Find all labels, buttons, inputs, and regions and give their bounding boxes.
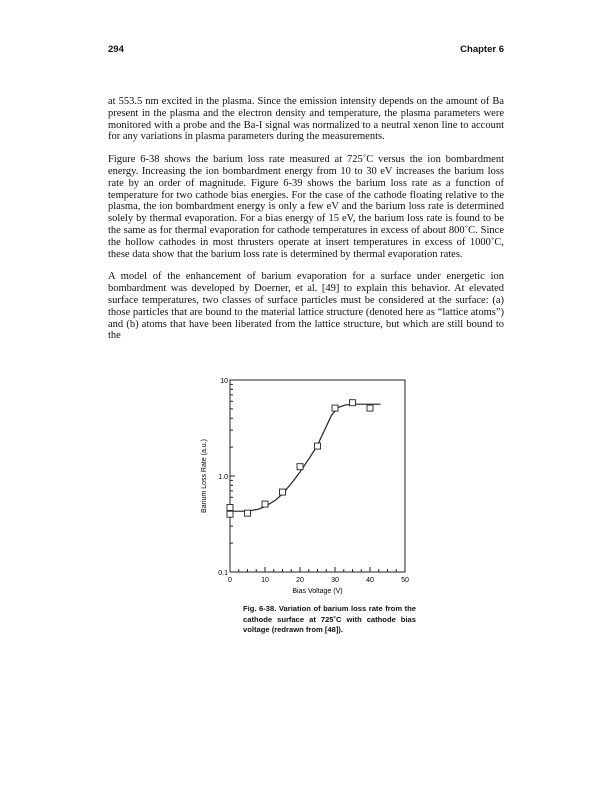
paragraph: Figure 6-38 shows the barium loss rate measured at 725˚C versus the ion bombardment energy. Increasing the ion bombardment energy from 10 to 30 eV increases the barium loss rate by an order of magnitude. Figure 6-39 shows the barium loss rate as a function of temperature for two cathode bias energies. For the case of the cathode floating relative to the plasma, the ion bombardment energy is only a few eV and the barium loss rate is determined solely by thermal evaporation. For a bias energy of 15 eV, the barium loss rate is found to be the same as for thermal evaporation for cathode temperatures in excess of about 800˚C. Since the hollow cathodes in most thrusters operate at insert temperatures in excess of 1000˚C, these data show that the barium loss rate is determined by thermal evaporation rates. [108, 154, 504, 260]
data-point [332, 405, 338, 411]
y-tick-label: 0.1 [218, 570, 228, 577]
x-tick-label: 20 [296, 577, 304, 584]
x-axis-label: Bias Voltage (V) [292, 588, 343, 595]
data-point [315, 443, 321, 449]
data-point [227, 511, 233, 517]
chapter-title: Chapter 6 [460, 44, 504, 55]
x-tick-label: 40 [366, 577, 374, 584]
plot-frame [230, 380, 405, 572]
data-point [245, 510, 251, 516]
x-tick-label: 50 [401, 577, 409, 584]
data-point [297, 464, 303, 470]
paragraph: at 553.5 nm excited in the plasma. Since the emission intensity depends on the amount of Ba present in the plasma and the electron density and temperature, the plasma parameters were monitored with a probe and the Ba-I signal was normalized to a neutral xenon line to account for any variations in plasma parameters during the measurements. [108, 96, 504, 143]
figure-caption: Fig. 6-38. Variation of barium loss rate from the cathode surface at 725˚C with cathode bias voltage (redrawn from [48]). [243, 604, 416, 635]
barium-loss-chart [190, 370, 420, 600]
y-tick-label: 1.0 [218, 474, 228, 481]
y-tick-label: 10 [220, 378, 228, 385]
paragraph: A model of the enhancement of barium evaporation for a surface under energetic ion bombardment was developed by Doerner, et al. [49] to explain this behavior. At elevated surface temperatures, two classes of surface particles must be considered at the surface: (a) those particles that are bound to the material lattice structure (denoted here as “lattice atoms”) and (b) atoms that have been liberated from the lattice structure, but which are still bound to the [108, 271, 504, 342]
fit-curve [230, 404, 381, 511]
body-text [108, 96, 504, 353]
data-point [227, 504, 233, 510]
page-number: 294 [108, 44, 124, 55]
data-point [280, 489, 286, 495]
x-tick-label: 30 [331, 577, 339, 584]
x-tick-label: 0 [228, 577, 232, 584]
y-axis-label: Barium Loss Rate (a.u.) [201, 439, 208, 513]
data-point [350, 400, 356, 406]
x-tick-label: 10 [261, 577, 269, 584]
data-point [367, 405, 373, 411]
data-point [262, 501, 268, 507]
